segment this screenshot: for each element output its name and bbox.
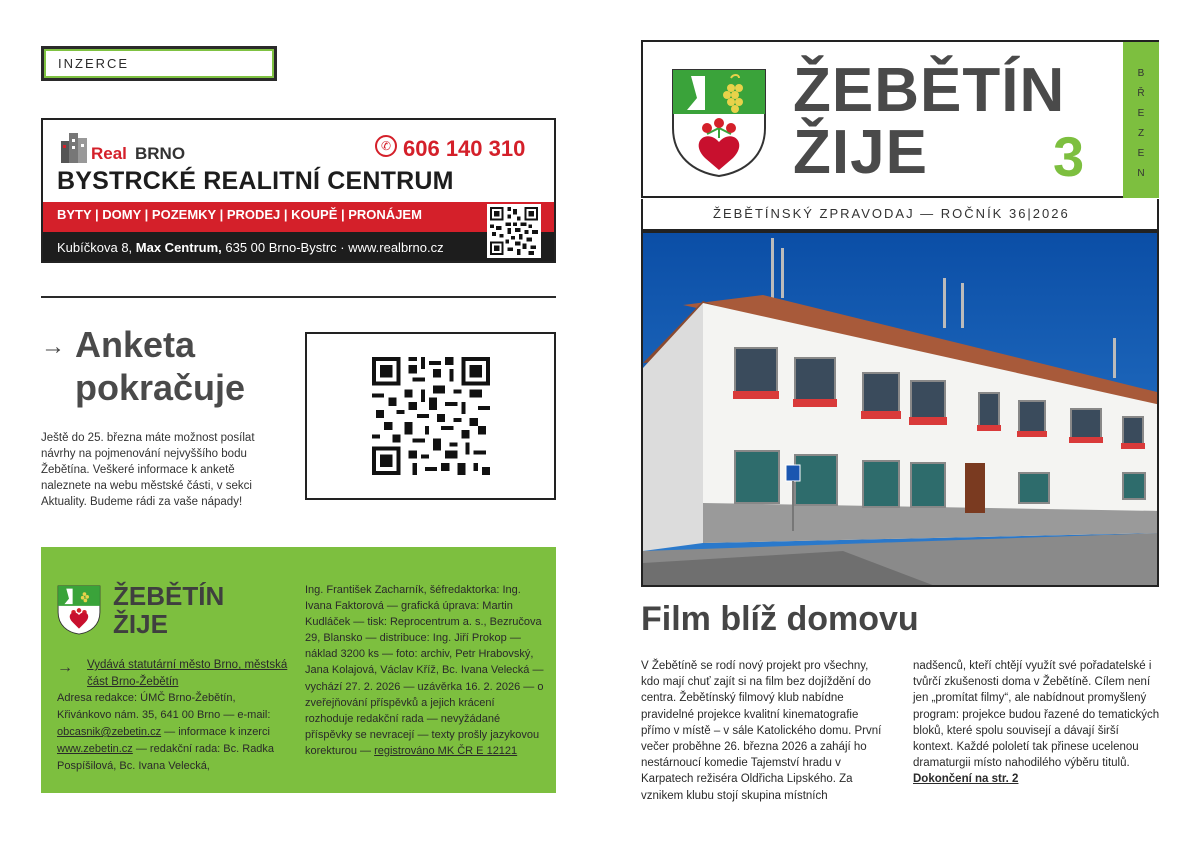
continued-link[interactable]: Dokončení na str. 2 bbox=[913, 773, 1019, 786]
inzerce-label: INZERCE bbox=[58, 56, 130, 71]
town-hall-illustration bbox=[643, 233, 1159, 587]
ad-services: BYTY | DOMY | POZEMKY | PRODEJ | KOUPĚ | PRONÁJEM bbox=[57, 207, 422, 222]
ad-address-bold: Max Centrum, bbox=[135, 240, 222, 255]
address-after-email: — informace k inzerci bbox=[161, 726, 270, 738]
zebetin-coat-of-arms-icon bbox=[57, 585, 101, 635]
phone-icon: ✆ bbox=[375, 135, 397, 157]
masthead-title-line2: ŽIJE bbox=[793, 118, 928, 187]
arrow-right-icon: → bbox=[57, 659, 73, 676]
publisher-link[interactable]: Vydává statutární město Brno, městská část Brno-Žebětín bbox=[87, 659, 288, 688]
credits-text: Ing. František Zacharník, šéfredaktorka: Ing. Ivana Faktorová — grafická úprava: Martin Kudláček — tisk: Reprocentrum a. s., Bezručova 29, Blansko — distribuce: Ing. Jiří Prokop — náklad 3200 ks — foto: archiv, Petr Hrabovský, Jana Kolajová, Václav Kříž, Bc. Ivana Velecká — vychází 27. 2. 2026 — uzávěrka 16. 2. 2026 — o zveřejňování příspěvků a jejich krácení rozhoduje redakční rada — nevyžádané příspěvky se nevracejí — texty prošly jazykovou korekturou — bbox=[305, 584, 544, 757]
editorial-address bbox=[57, 690, 285, 775]
address-text: Adresa redakce: ÚMČ Brno-Žebětín, Křivánkovo nám. 35, 641 00 Brno — e-mail: bbox=[57, 692, 271, 721]
ad-brand-real: Real bbox=[91, 144, 127, 163]
section-divider bbox=[41, 296, 556, 298]
arrow-right-icon: → bbox=[41, 333, 65, 360]
imprint-box bbox=[41, 547, 556, 793]
address-after-web: — redakční rada: Bc. Radka Pospíšilová, Bc. Ivana Velecká, bbox=[57, 743, 275, 772]
article-column-2 bbox=[913, 658, 1161, 788]
buildings-logo-icon bbox=[59, 129, 91, 163]
month-label bbox=[1133, 64, 1149, 184]
zebetin-coat-of-arms-icon bbox=[671, 68, 767, 178]
registration-link[interactable]: registrováno MK ČR E 12121 bbox=[374, 744, 518, 757]
anketa-body-text: Ještě do 25. března máte možnost posílat návrhy na pojmenování nejvyššího bodu Žebětína. Veškeré informace k anketě naleznete na webu městské části, v sekci Aktuality. Budeme rádi za vaše nápady! bbox=[41, 432, 255, 508]
month-letter: N bbox=[1137, 168, 1145, 179]
masthead-title bbox=[793, 56, 1066, 187]
anketa-heading: Anketa pokračuje bbox=[75, 324, 246, 408]
issue-number: 3 bbox=[1053, 125, 1085, 188]
article-column-1: V Žebětíně se rodí nový projekt pro všechny, kdo mají chuť zajít si na film bez dojíždění do centra. Žebětínský filmový klub nabídne pravidelné projekce kvalitní kinematografie přímo v místě – v sále Katolického domu. První večer proběhne 26. března 2026 a zahájí ho nestárnoucí komedie Tajemství hradu v Karpatech režiséra Oldřicha Lipského. Za vznikem klubu stojí skupina místních bbox=[641, 660, 882, 802]
ad-address bbox=[57, 240, 444, 255]
anketa-qr-code-icon[interactable] bbox=[372, 357, 490, 475]
editorial-credits bbox=[305, 582, 545, 759]
article-title: Film blíž domovu bbox=[641, 600, 919, 638]
ad-phone-number[interactable]: 606 140 310 bbox=[403, 136, 526, 161]
website-link[interactable]: www.zebetin.cz bbox=[57, 743, 133, 755]
month-letter: Ř bbox=[1137, 88, 1145, 99]
anketa-qr-box[interactable] bbox=[305, 332, 556, 500]
ad-address-suffix: 635 00 Brno-Bystrc · www.realbrno.cz bbox=[225, 240, 444, 255]
email-link[interactable]: obcasnik@zebetin.cz bbox=[57, 726, 162, 738]
town-hall-photo bbox=[641, 231, 1159, 587]
masthead-title-line1: ŽEBĚTÍN bbox=[793, 56, 1066, 125]
month-letter: E bbox=[1137, 108, 1145, 119]
ad-brand-brno: BRNO bbox=[135, 144, 186, 163]
imprint-title bbox=[113, 582, 224, 638]
masthead bbox=[641, 40, 1159, 198]
article-column-2-text: nadšenců, kteří chtějí využít své pořadatelské i tvůrčí zkušenosti doma v Žebětíně. Cílem není jen „promítat filmy“, ale nabídnout promyšlený program: projekce budou řazené do tematických bloků, které spolu souvisejí a dávají širší kontext. Každé pololetí tak přinese ucelenou dramaturgii místo nahodilého výběru titulů. bbox=[913, 660, 1160, 770]
month-letter: B bbox=[1137, 68, 1145, 79]
imprint-title-line2: ŽIJE bbox=[113, 609, 168, 639]
ad-address-prefix: Kubíčkova 8, bbox=[57, 240, 133, 255]
month-letter: Z bbox=[1137, 128, 1145, 139]
ad-headline: BYSTRCKÉ REALITNÍ CENTRUM bbox=[57, 167, 454, 195]
month-letter: E bbox=[1137, 148, 1145, 159]
imprint-title-line1: ŽEBĚTÍN bbox=[113, 581, 225, 611]
realty-advertisement[interactable] bbox=[41, 118, 556, 263]
subtitle-text: ŽEBĚTÍNSKÝ ZPRAVODAJ — ROČNÍK 36|2026 bbox=[713, 206, 1070, 221]
